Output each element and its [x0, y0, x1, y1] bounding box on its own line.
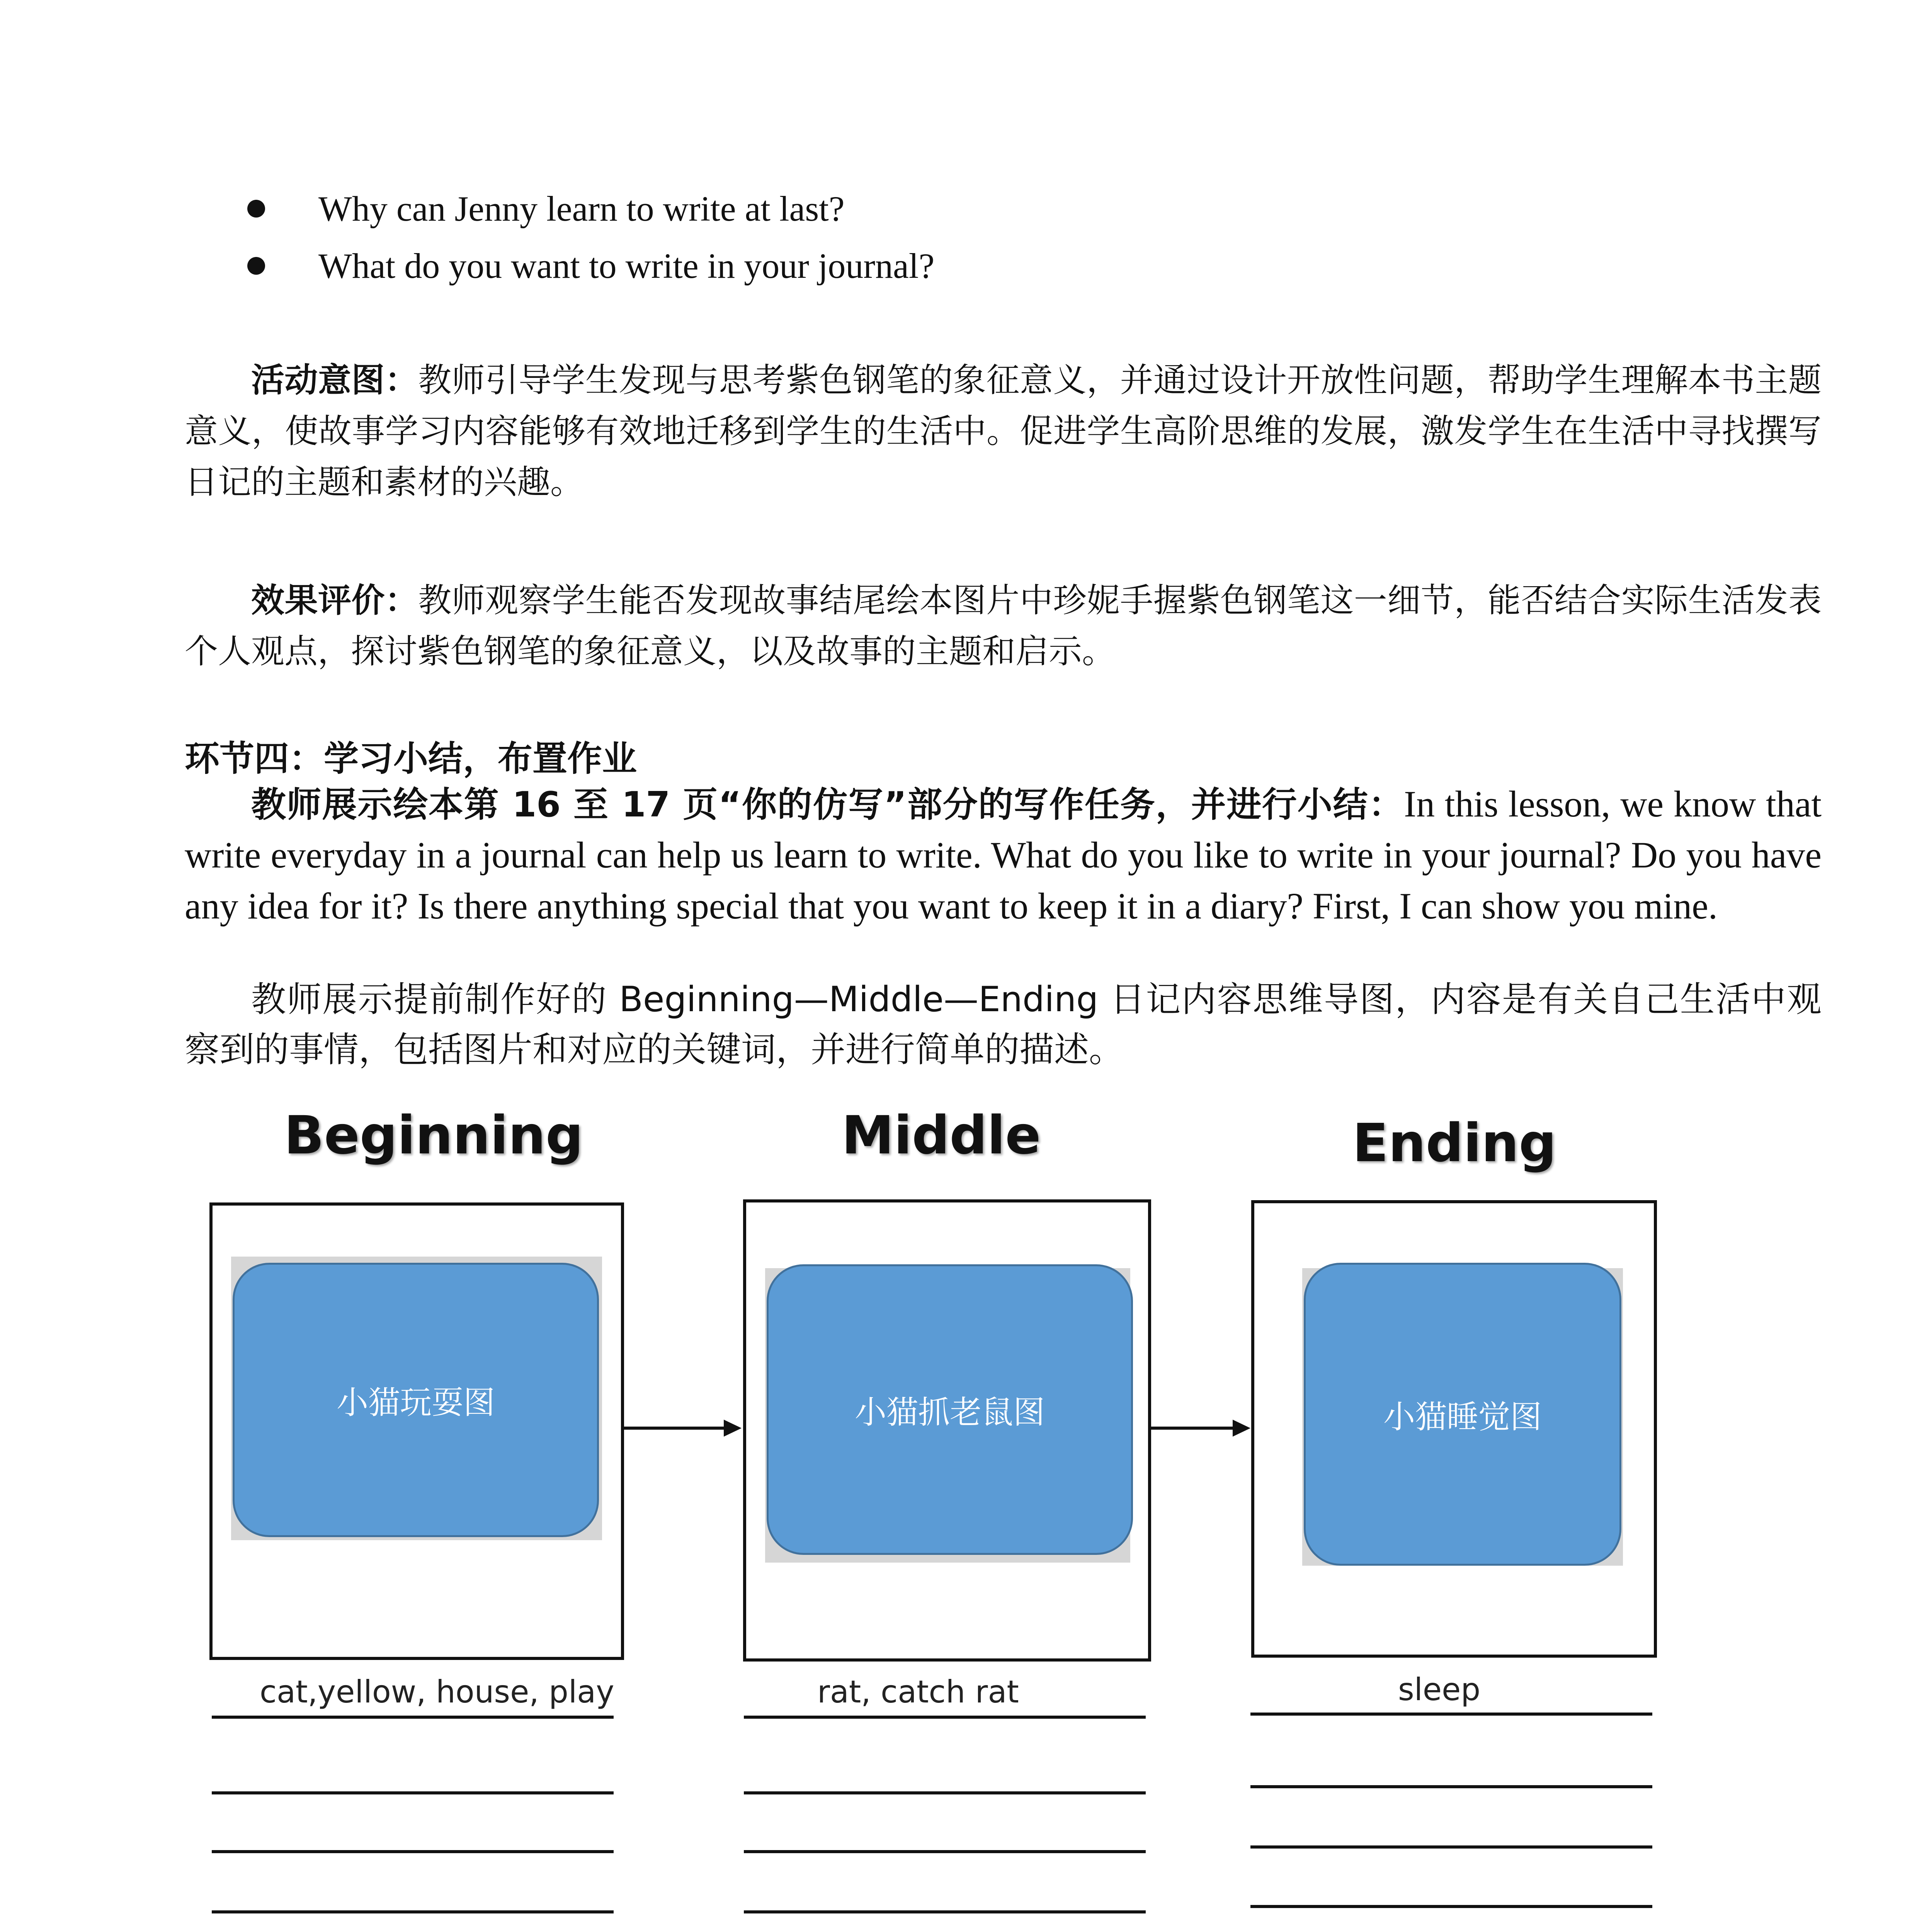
writing-line	[744, 1910, 1146, 1913]
bullet-dot-icon	[247, 200, 265, 218]
writing-line	[212, 1910, 614, 1913]
image-card-middle: 小猫抓老鼠图	[767, 1264, 1133, 1555]
effect-evaluation-label: 效果评价：	[251, 581, 418, 620]
bullet-item	[247, 185, 845, 232]
mindmap-intro-paragraph: 教师展示提前制作好的 Beginning—Middle—Ending 日记内容思维导图，内容是有关自己生活中观察到的事情，包括图片和对应的关键词，并进行简单的描述。	[185, 979, 1822, 1070]
effect-evaluation-paragraph	[185, 575, 1822, 677]
section-heading: 环节四：学习小结，布置作业	[185, 738, 637, 779]
section-lead-paragraph	[185, 780, 1822, 933]
keywords-middle: rat, catch rat	[817, 1674, 1019, 1710]
image-card-beginning: 小猫玩耍图	[233, 1263, 599, 1537]
bullet-dot-icon	[247, 257, 265, 275]
arrow-head-icon	[724, 1420, 742, 1437]
writing-line	[212, 1791, 614, 1794]
keywords-ending: sleep	[1398, 1672, 1481, 1708]
writing-line	[1250, 1905, 1652, 1908]
writing-line	[1250, 1845, 1652, 1849]
writing-line	[744, 1716, 1146, 1719]
writing-line	[744, 1791, 1146, 1794]
arrow-connector	[624, 1427, 725, 1430]
keywords-beginning: cat,yellow, house, play	[260, 1674, 614, 1710]
column-heading-middle: Middle	[842, 1105, 1041, 1166]
activity-intent-label: 活动意图：	[251, 361, 418, 400]
bullet-text: Why can Jenny learn to write at last?	[318, 189, 845, 228]
activity-intent-paragraph	[185, 355, 1822, 508]
writing-line	[212, 1850, 614, 1853]
bullet-text: What do you want to write in your journal?	[318, 246, 935, 286]
column-heading-ending: Ending	[1352, 1113, 1556, 1174]
arrow-connector	[1151, 1427, 1233, 1430]
section-lead-english: In this lesson, we know that write everyday in a journal can help us learn to write. What do you like to write in your journal? Do you have any idea for it? Is there anything special that you want to keep it in a diary? First, I can show you mine.	[185, 783, 1822, 927]
writing-line	[744, 1850, 1146, 1853]
writing-line	[1250, 1785, 1652, 1788]
activity-intent-text: 教师引导学生发现与思考紫色钢笔的象征意义，并通过设计开放性问题，帮助学生理解本书主题意义，使故事学习内容能够有效地迁移到学生的生活中。促进学生高阶思维的发展，激发学生在生活中寻找撰写日记的主题和素材的兴趣。	[185, 361, 1822, 502]
bullet-item	[247, 243, 934, 289]
effect-evaluation-text: 教师观察学生能否发现故事结尾绘本图片中珍妮手握紫色钢笔这一细节，能否结合实际生活发表个人观点，探讨紫色钢笔的象征意义，以及故事的主题和启示。	[185, 581, 1822, 671]
section-lead-bold: 教师展示绘本第 16 至 17 页“你的仿写”部分的写作任务，并进行小结：	[251, 784, 1404, 825]
writing-line	[212, 1716, 614, 1719]
writing-line	[1250, 1713, 1652, 1716]
column-heading-beginning: Beginning	[284, 1105, 583, 1166]
image-card-ending: 小猫睡觉图	[1304, 1263, 1621, 1566]
arrow-head-icon	[1233, 1420, 1250, 1437]
